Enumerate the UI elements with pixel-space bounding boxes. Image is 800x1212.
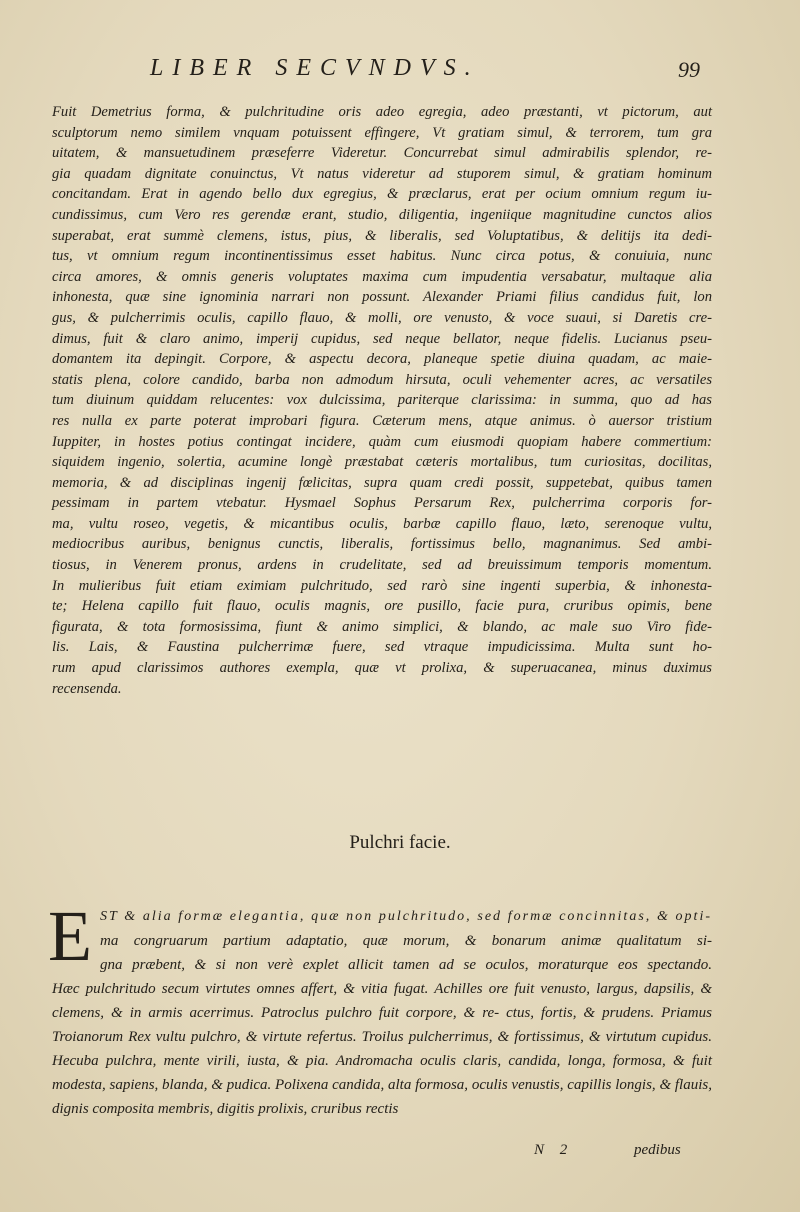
text-line: memoria, & ad disciplinas ingenij fœlicitas, supra quam credi possit, suppetebat, quibus tamen xyxy=(52,474,712,491)
text-line: gia quadam dignitate conuinctus, Vt natus videretur ad stuporem simul, & gratiam hominum xyxy=(52,165,712,182)
text-line: tum diuinum quiddam relucentes: vox dulcissima, pariterque clarissima: in summa, quo ad has xyxy=(52,392,712,409)
text-line: uitatem, & mansuetudinem præseferre Videretur. Concurrebat simul admirabilis splendor, re- xyxy=(52,145,712,162)
paragraph-demetrius xyxy=(52,102,712,699)
page-footer xyxy=(520,1142,720,1166)
text-line: Fuit Demetrius forma, & pulchritudine oris adeo egregia, adeo præstanti, vt pictorum, aut xyxy=(52,104,712,120)
text-line: lis. Lais, & Faustina pulcherrimæ fuere, sed vtraque impudicissima. Multa sunt ho- xyxy=(52,639,712,656)
text-line: figurata, & tota formosissima, fiunt & animo simplici, & blando, ac male suo Viro fide- xyxy=(52,618,712,635)
text-line: Troilus pulcherrimus, & fortissimus, & virtutum cupidus. Hecuba pulchra, mente xyxy=(52,1029,712,1069)
text-line: dimus, fuit & claro animo, imperij cupidus, sed neque bellator, neque fidelis. Lucianus pseu- xyxy=(52,330,712,347)
text-line: ctus, fortis, & prudens. Priamus Troianorum Rex vultu pulchro, & virtute refertus. xyxy=(52,1005,712,1045)
text-line: recensenda. xyxy=(52,680,122,697)
signature-mark: N 2 xyxy=(534,1142,574,1158)
text-line: gna præbent, & si non verè explet allicit tamen ad se oculos, moraturque eos spectando. xyxy=(100,957,712,973)
text-line: pessimam in partem vtebatur. Hysmael Sophus Persarum Rex, pulcherrima corporis for- xyxy=(52,495,712,512)
text-line: cundissimus, cum Vero res gerendæ erant, studio, diligentia, ingeniique magnitudine cunctos alios xyxy=(52,206,712,223)
paragraph-pulchri-facie-continued xyxy=(52,977,712,1121)
text-line: tiosus, in Venerem pronus, ardens in crudelitate, sed ad breuissimum temporis momentum. xyxy=(52,557,712,574)
text-line: Hæc pulchritudo secum virtutes omnes affert, & vitia fugat. Achilles ore fuit venusto, xyxy=(52,981,590,997)
text-line: gus, & pulcherrimis oculis, capillo flauo, & molli, ore venusto, & voce suaui, si Daretis cre- xyxy=(52,309,712,326)
text-line: tus, vt omnium regum incontinentissimus esset habitus. Nunc circa potus, & conuiuia, nunc xyxy=(52,248,712,265)
text-line: rum apud clarissimos authores exempla, quæ vt prolixa, & superuacanea, minus duximus xyxy=(52,660,712,677)
catchword: pedibus xyxy=(634,1142,681,1158)
text-line: sculptorum nemo similem vnquam potuissent effingere, Vt gratiam simul, & terrorem, tum gra xyxy=(52,124,712,141)
paragraph-pulchri-facie xyxy=(100,905,712,977)
text-line: inhonesta, quæ sine ignominia narrari non possunt. Alexander Priami filius candidus fuit, lon xyxy=(52,289,712,306)
text-line: virili, iusta, & pia. Andromacha oculis claris, candida, longa, formosa, & fuit xyxy=(206,1053,712,1069)
text-line: capillis longis, & flauis, dignis composita membris, digitis prolixis, cruribus rectis xyxy=(52,1077,712,1117)
text-line: ma congruarum partium adaptatio, quæ morum, & bonarum animæ qualitatum si- xyxy=(100,933,712,949)
text-line: Iuppiter, in hostes potius contingat incidere, quàm cum eiusmodi quopiam habere commertium: xyxy=(52,433,712,450)
running-header xyxy=(150,55,710,87)
text-line: domantem ita depingit. Corpore, & aspectu decora, planeque spetie diuina quadam, ac maie- xyxy=(52,351,712,368)
text-line: res nulla ex parte poterat improbari figura. Cæterum mens, atque animus. ò auersor tristium xyxy=(52,412,712,429)
text-line: concitandam. Erat in agendo bello dux egregius, & præclarus, erat per ocium omnium regum iu- xyxy=(52,186,712,203)
section-heading: Pulchri facie. xyxy=(349,832,451,853)
text-line: modesta, sapiens, blanda, & pudica. Polixena candida, alta formosa, oculis venustis, xyxy=(52,1077,564,1093)
text-line: superabat, erat summè clemens, istus, pius, & liberalis, sed Voluptatibus, & delitijs ita dedi- xyxy=(52,227,712,244)
text-line: te; Helena capillo fuit flauo, oculis magnis, ore pusillo, facie pura, cruribus opimis, bene xyxy=(52,598,712,615)
running-title: LIBER SECVNDVS. xyxy=(150,55,480,81)
text-line: In mulieribus fuit etiam eximiam pulchritudo, sed rarò sine ingenti superbia, & inhonesta- xyxy=(52,577,712,594)
text-line: largus, dapsilis, & clemens, & in armis acerrimus. Patroclus pulchro fuit corpore, & re- xyxy=(52,981,712,1021)
text-line: statis plena, colore candido, barba non admodum hirsuta, oculi vehementer acres, ac versatiles xyxy=(52,371,712,388)
text-line: ma, vultu roseo, vegetis, & micantibus oculis, barbæ capillo flauo, læto, serenoque vultu, xyxy=(52,515,712,532)
text-line: circa amores, & omnis generis voluptates maxima cum impudentia versabatur, multaque alia xyxy=(52,268,712,285)
page-number: 99 xyxy=(678,57,700,82)
text-line: siquidem ingenio, solertia, acumine longè præstabat cæteris mortalibus, tum curiositas, docilitas, xyxy=(52,454,712,471)
text-line: ST & alia formæ elegantia, quæ non pulchritudo, sed formæ concinnitas, & opti- xyxy=(100,909,712,924)
drop-cap: E xyxy=(48,896,92,976)
text-line: mediocribus auribus, benignus cunctis, liberalis, fortissimus bello, magnanimus. Sed ambi- xyxy=(52,536,712,553)
